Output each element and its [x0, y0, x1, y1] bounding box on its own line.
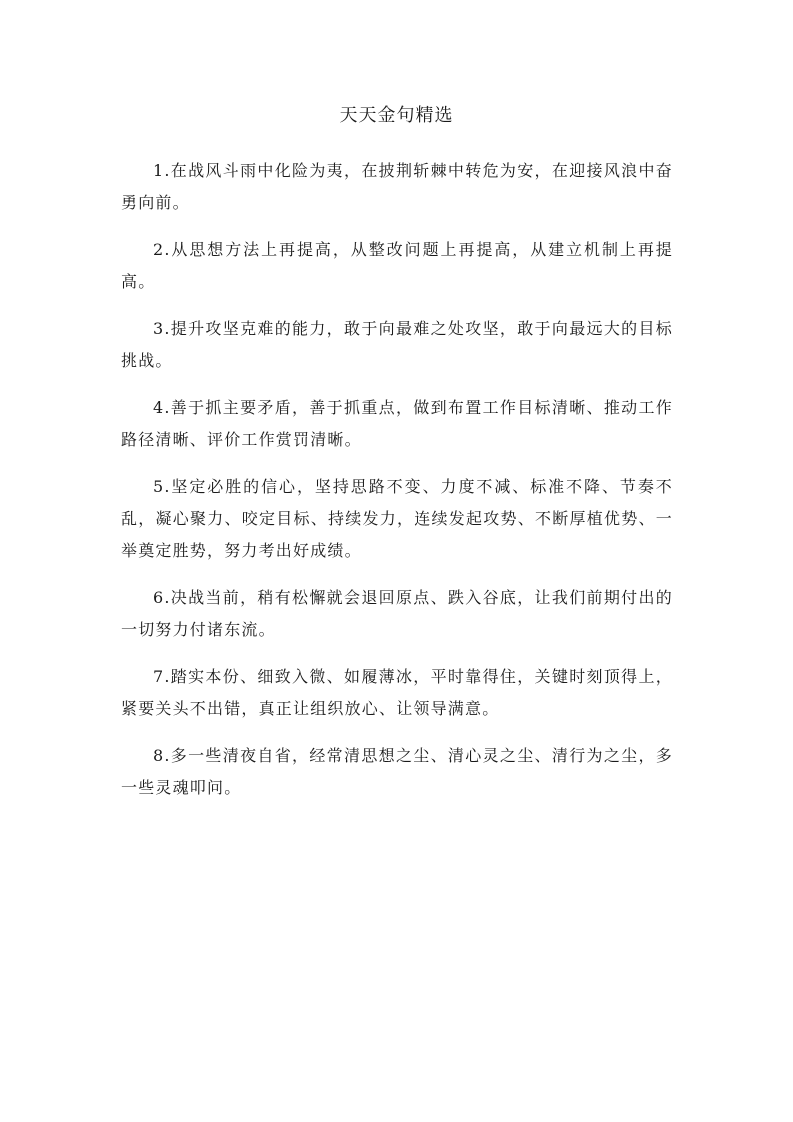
document-title: 天天金句精选	[339, 105, 454, 126]
quote-paragraph-4: 4.善于抓主要矛盾，善于抓重点，做到布置工作目标清晰、推动工作路径清晰、评价工作赏罚清晰。	[121, 398, 673, 449]
quote-paragraph-8: 8.多一些清夜自省，经常清思想之尘、清心灵之尘、清行为之尘，多一些灵魂叩问。	[121, 746, 673, 797]
quote-paragraph-2: 2.从思想方法上再提高，从整改问题上再提高，从建立机制上再提高。	[121, 240, 673, 291]
quote-paragraph-3: 3.提升攻坚克难的能力，敢于向最难之处攻坚，敢于向最远大的目标挑战。	[121, 319, 673, 370]
quote-paragraph-7: 7.踏实本份、细致入微、如履薄冰，平时靠得住，关键时刻顶得上，紧要关头不出错，真正让组织放心、让领导满意。	[121, 667, 673, 718]
quote-paragraph-1: 1.在战风斗雨中化险为夷，在披荆斩棘中转危为安，在迎接风浪中奋勇向前。	[121, 161, 673, 212]
document-body	[121, 155, 673, 819]
quote-paragraph-6: 6.决战当前，稍有松懈就会退回原点、跌入谷底，让我们前期付出的一切努力付诸东流。	[121, 588, 673, 639]
quote-paragraph-5: 5.坚定必胜的信心，坚持思路不变、力度不减、标准不降、节奏不乱，凝心聚力、咬定目标、持续发力，连续发起攻势、不断厚植优势、一举奠定胜势，努力考出好成绩。	[121, 477, 673, 560]
